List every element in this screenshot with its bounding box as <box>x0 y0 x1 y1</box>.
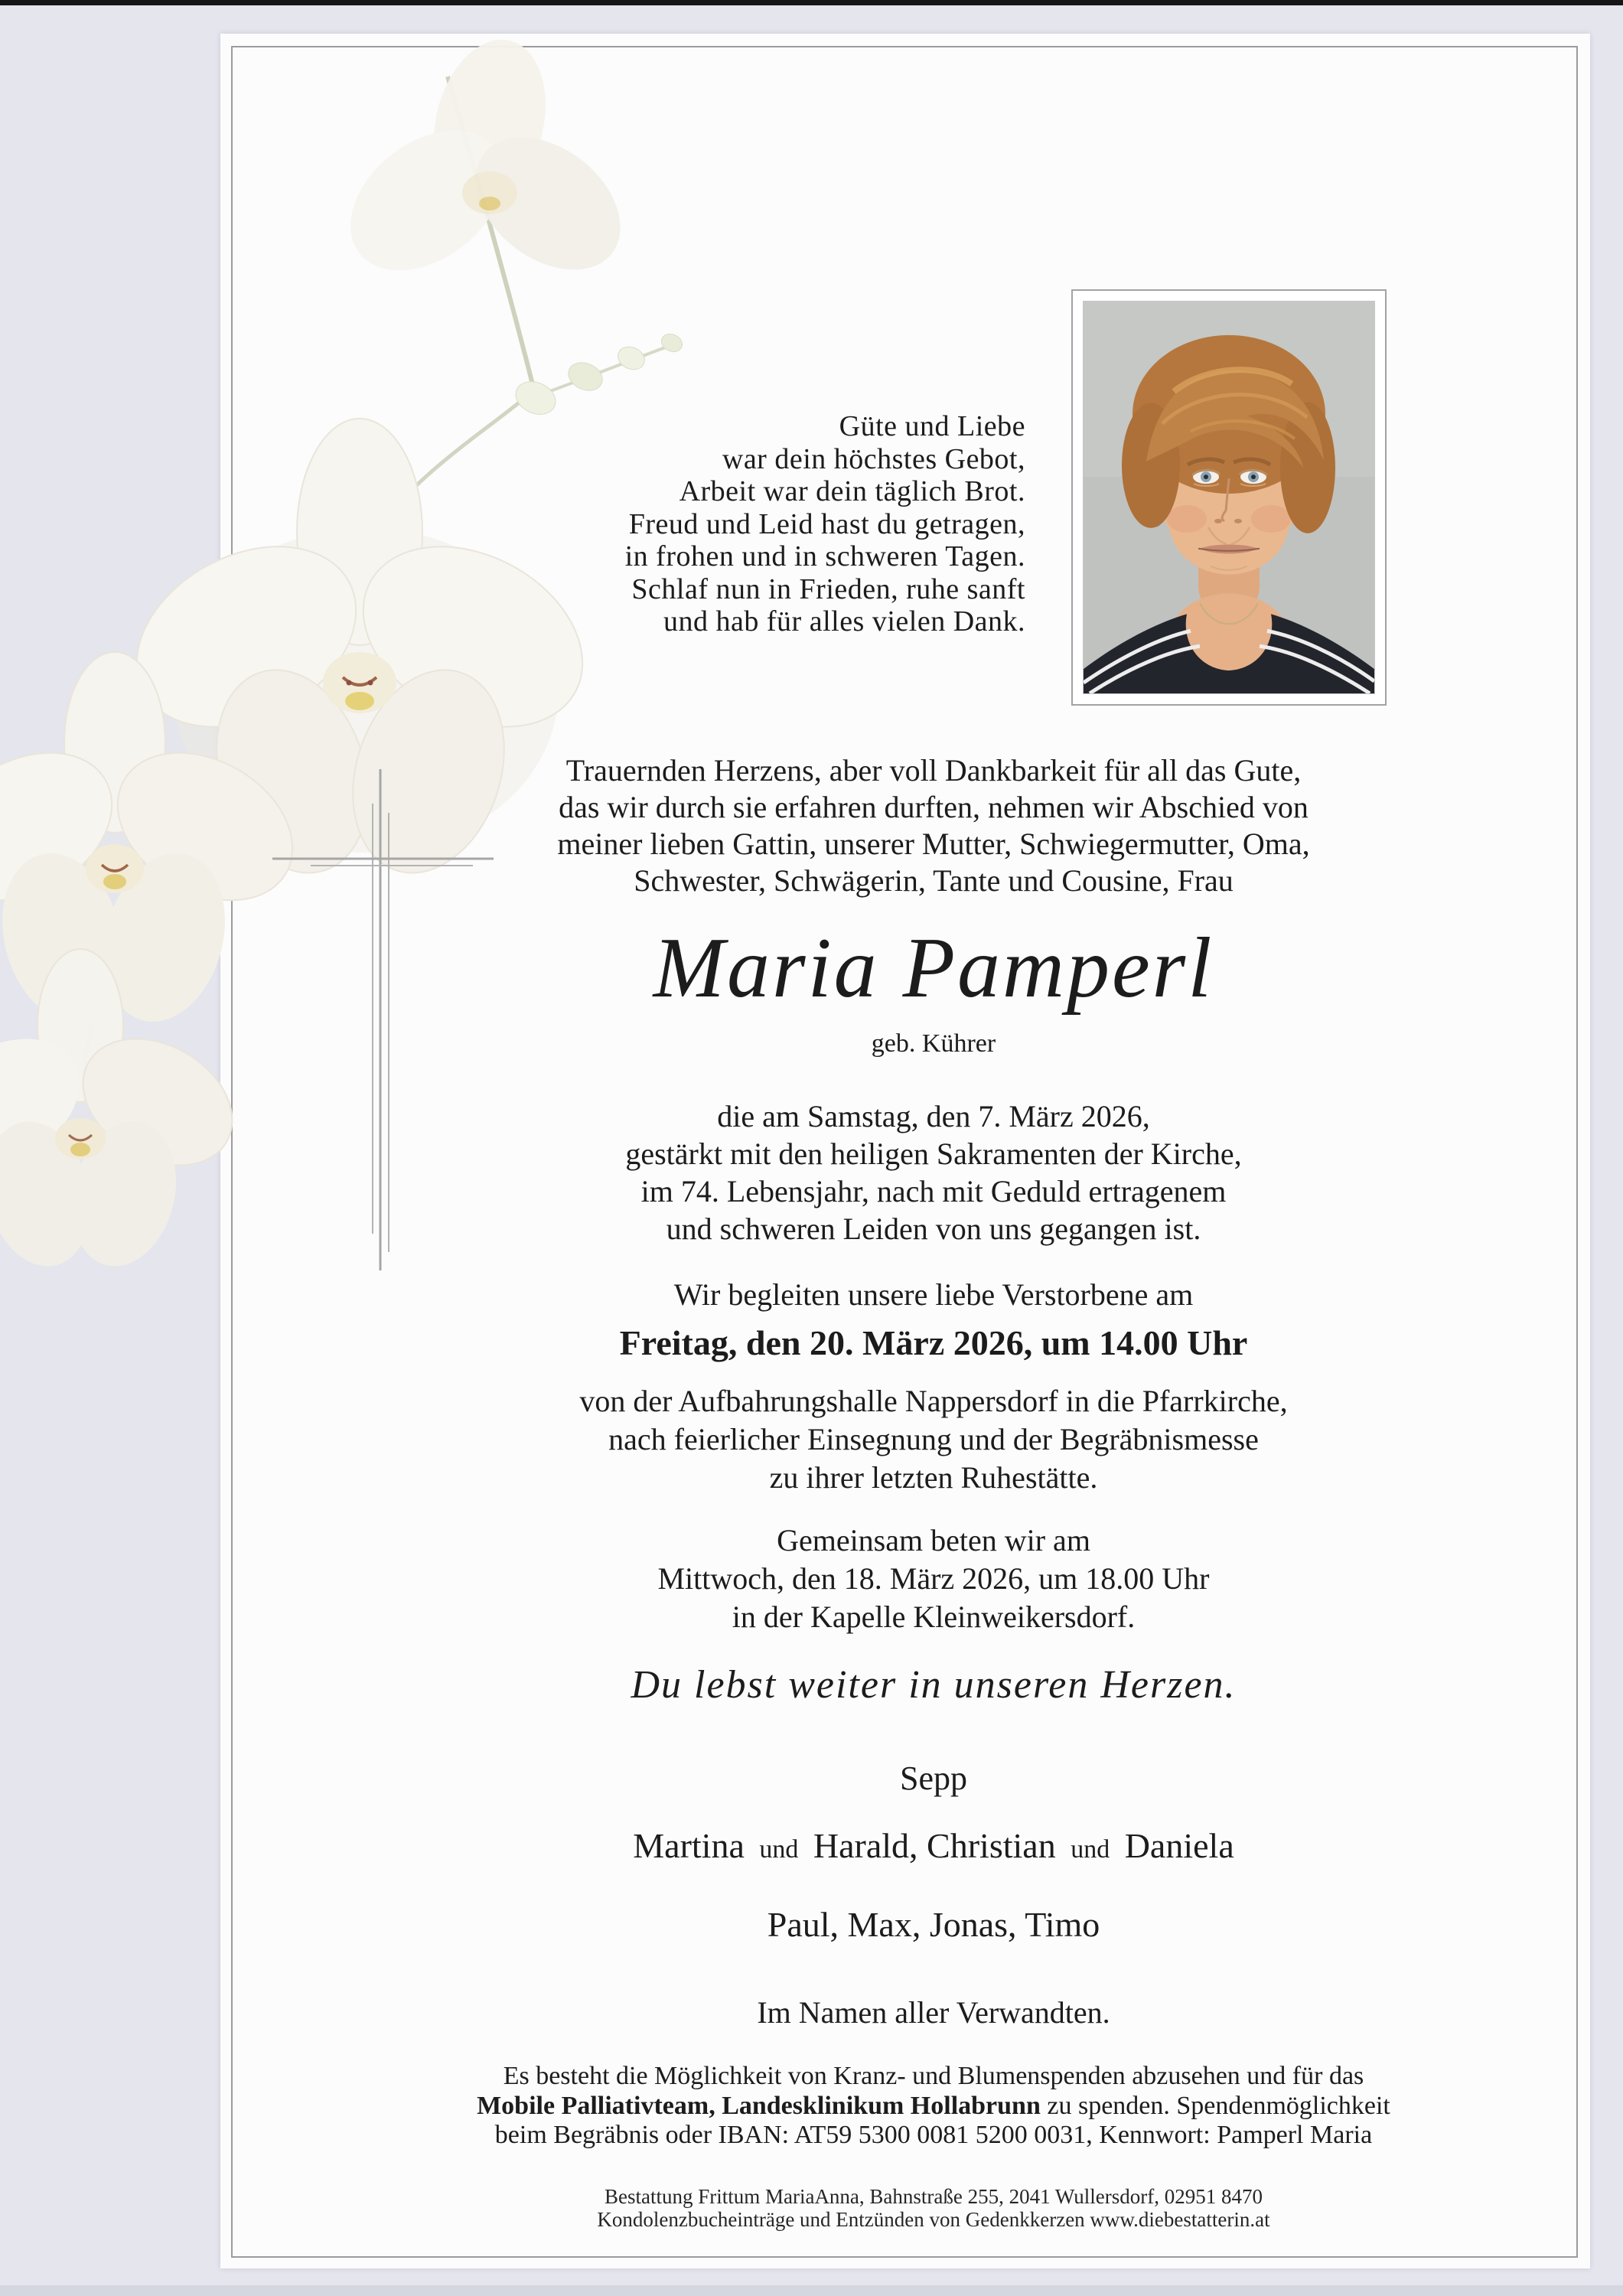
donation-line-rest: zu spenden. Spendenmöglichkeit <box>1040 2091 1390 2120</box>
deceased-name: Maria Pamperl <box>653 921 1214 1016</box>
poem-line: war dein höchstes Gebot, <box>722 442 1025 475</box>
donation-line <box>321 2092 1546 2122</box>
donation-line: Es besteht die Möglichkeit von Kranz- und Blumenspenden abzusehen und für das <box>503 2062 1364 2090</box>
poem-line: und hab für alles vielen Dank. <box>663 605 1025 638</box>
intro-line: das wir durch sie erfahren durften, nehmen wir Abschied von <box>559 790 1309 824</box>
intro-paragraph <box>321 752 1546 899</box>
donation-iban-line: beim Begräbnis oder IBAN: AT59 5300 0081 5200 0031, Kennwort: Pamperl Maria <box>494 2121 1373 2149</box>
intro-line: meiner lieben Gattin, unserer Mutter, Schwiegermutter, Oma, <box>557 827 1310 861</box>
donation-paragraph <box>321 2062 1546 2151</box>
death-notice-line: gestärkt mit den heiligen Sakramenten der Kirche, <box>625 1137 1242 1171</box>
portrait-photo <box>1071 289 1387 706</box>
undertaker-footer <box>321 2186 1546 2231</box>
funeral-details <box>321 1382 1546 1497</box>
family-closing: Im Namen aller Verwandten. <box>757 1995 1110 2030</box>
family-und: und <box>1071 1835 1110 1864</box>
family-grandchildren: Paul, Max, Jonas, Timo <box>767 1905 1100 1944</box>
family-children-line <box>321 1825 1546 1866</box>
death-notice-line: im 74. Lebensjahr, nach mit Geduld ertragenem <box>640 1174 1227 1208</box>
family-und: und <box>759 1835 799 1864</box>
intro-line: Trauernden Herzens, aber voll Dankbarkeit für all das Gute, <box>565 753 1302 788</box>
funeral-datetime: Freitag, den 20. März 2026, um 14.00 Uhr <box>619 1323 1248 1362</box>
undertaker-address: Bestattung Frittum MariaAnna, Bahnstraße 255, 2041 Wullersdorf, 02951 8470 <box>604 2185 1263 2208</box>
prayer-line: Gemeinsam beten wir am <box>777 1523 1090 1557</box>
scan-edge-bottom <box>0 2285 1623 2296</box>
poem-line: Schlaf nun in Frieden, ruhe sanft <box>631 572 1025 605</box>
death-notice-line: die am Samstag, den 7. März 2026, <box>717 1099 1150 1133</box>
poem-line: Güte und Liebe <box>839 410 1025 442</box>
memorial-poem <box>337 410 1025 638</box>
intro-line: Schwester, Schwägerin, Tante und Cousine, Frau <box>634 863 1234 898</box>
funeral-intro: Wir begleiten unsere liebe Verstorbene am <box>673 1277 1194 1312</box>
family-child-name: Martina <box>633 1826 745 1865</box>
poem-line: Arbeit war dein täglich Brot. <box>679 475 1025 507</box>
death-notice-paragraph <box>321 1097 1546 1247</box>
poem-line: in frohen und in schweren Tagen. <box>624 540 1025 572</box>
motto-script-line: Du lebst weiter in unseren Herzen. <box>631 1663 1237 1707</box>
funeral-detail-line: nach feierlicher Einsegnung und der Begräbnismesse <box>608 1422 1259 1456</box>
family-child-name: Harald, Christian <box>813 1826 1056 1865</box>
undertaker-website: Kondolenzbucheinträge und Entzünden von Gedenkkerzen www.diebestatterin.at <box>597 2207 1270 2231</box>
deceased-maiden-name: geb. Kührer <box>871 1029 996 1058</box>
poem-line: Freud und Leid hast du getragen, <box>628 507 1025 540</box>
funeral-detail-line: zu ihrer letzten Ruhestätte. <box>769 1460 1098 1495</box>
death-notice-line: und schweren Leiden von uns gegangen ist. <box>666 1212 1201 1246</box>
prayer-line: Mittwoch, den 18. März 2026, um 18.00 Uhr <box>657 1561 1210 1596</box>
prayer-line: in der Kapelle Kleinweikersdorf. <box>732 1600 1136 1634</box>
funeral-detail-line: von der Aufbahrungshalle Nappersdorf in die Pfarrkirche, <box>579 1384 1288 1418</box>
family-husband: Sepp <box>900 1760 967 1797</box>
scan-edge-top <box>0 0 1623 5</box>
donation-recipient: Mobile Palliativteam, Landesklinikum Hollabrunn <box>477 2091 1041 2120</box>
portrait-photo-image <box>1083 301 1375 694</box>
family-child-name: Daniela <box>1124 1826 1234 1865</box>
prayer-details <box>321 1521 1546 1636</box>
